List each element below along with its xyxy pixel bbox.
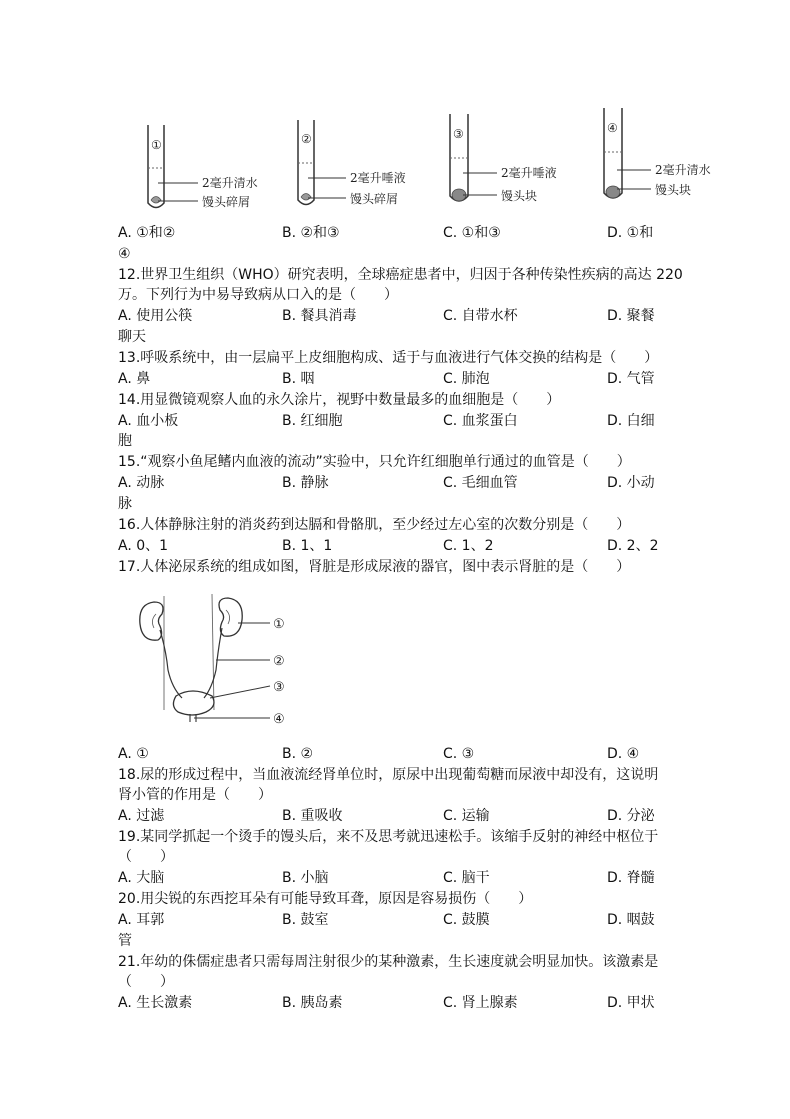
left-ureter: [160, 630, 182, 698]
q15-option-a: A. 动脉: [118, 475, 165, 491]
q15-option-c: C. 毛细血管: [443, 475, 518, 491]
tube-3-label-block: 馒头块: [501, 189, 538, 203]
test-tube-1: [148, 125, 258, 209]
q17-option-c: C. ③: [443, 746, 475, 762]
q13-option-b: B. 咽: [282, 371, 315, 387]
q14-option-b: B. 红细胞: [282, 413, 343, 429]
tube-2-label-crumbs: 馒头碎屑: [350, 192, 399, 206]
q16-option-d: D. 2、2: [607, 538, 659, 554]
q18-text-line1: 18.尿的形成过程中，当血液流经肾单位时，原尿中出现葡萄糖而尿液中却没有，这说明: [118, 767, 659, 783]
right-kidney: [219, 598, 242, 636]
tube-2-label-saliva: 2毫升唾液: [350, 171, 406, 185]
q19-option-b: B. 小脑: [282, 870, 329, 886]
q12-option-b: B. 餐具消毒: [282, 308, 357, 324]
q21-option-b: B. 胰岛素: [282, 995, 343, 1011]
q19-option-c: C. 脑干: [443, 870, 490, 886]
test-tube-figure: [0, 0, 790, 230]
q17-option-a: A. ①: [118, 746, 149, 762]
tube-1-number: ①: [151, 138, 162, 152]
q20-option-d: D. 咽鼓: [607, 912, 655, 928]
q19-text-line2: （ ）: [118, 849, 174, 865]
marker-4: ④: [273, 712, 285, 727]
test-tube-4: [604, 108, 711, 198]
q15-option-b: B. 静脉: [282, 475, 329, 491]
tube-4-label-water: 2毫升清水: [655, 163, 711, 177]
q20-text-line1: 20.用尖锐的东西挖耳朵有可能导致耳聋，原因是容易损伤（ ）: [118, 891, 533, 907]
tube-3-label-saliva: 2毫升唾液: [501, 166, 557, 180]
q11-option-b: B. ②和③: [282, 225, 340, 241]
tube-4-label-block: 馒头块: [655, 183, 692, 197]
q13-text-line1: 13.呼吸系统中，由一层扁平上皮细胞构成、适于与血液进行气体交换的结构是（ ）: [118, 350, 659, 366]
q18-option-d: D. 分泌: [607, 808, 655, 824]
marker-3: ③: [273, 680, 285, 695]
q21-text-line1: 21.年幼的侏儒症患者只需每周注射很少的某种激素，生长速度就会明显加快。该激素是: [118, 954, 659, 970]
q19-option-d: D. 脊髓: [607, 870, 655, 886]
q11-option-c: C. ①和③: [443, 225, 501, 241]
q13-option-a: A. 鼻: [118, 371, 151, 387]
q21-option-d: D. 甲状: [607, 995, 655, 1011]
q16-text-line1: 16.人体静脉注射的消炎药到达膈和骨骼肌，至少经过左心室的次数分别是（ ）: [118, 517, 631, 533]
q14-option-c: C. 血浆蛋白: [443, 413, 518, 429]
tube-4-number: ④: [607, 121, 618, 135]
q16-option-a: A. 0、1: [118, 538, 169, 554]
tube-2-number: ②: [301, 132, 312, 146]
q14-option-d: D. 白细: [607, 413, 655, 429]
q13-option-d: D. 气管: [607, 371, 655, 387]
q11-option-d: D. ①和: [607, 225, 654, 241]
q12-option-c: C. 自带水杯: [443, 308, 518, 324]
left-kidney: [140, 602, 163, 640]
q19-option-a: A. 大脑: [118, 870, 165, 886]
tube-3-number: ③: [453, 127, 464, 141]
q12-option-d: D. 聚餐: [607, 308, 655, 324]
q11-option-d-wrap: ④: [118, 246, 131, 262]
q16-option-b: B. 1、1: [282, 538, 333, 554]
q17-option-b: B. ②: [282, 746, 314, 762]
marker-2: ②: [273, 654, 285, 669]
q18-option-c: C. 运输: [443, 808, 490, 824]
q21-option-c: C. 肾上腺素: [443, 995, 518, 1011]
bladder: [173, 691, 214, 715]
q15-option-d-wrap: 脉: [118, 496, 132, 512]
q15-text-line1: 15.“观察小鱼尾鳍内血液的流动”实验中，只允许红细胞单行通过的血管是（ ）: [118, 454, 631, 470]
q20-option-d-wrap: 管: [118, 933, 132, 949]
q16-option-c: C. 1、2: [443, 538, 494, 554]
q12-text-line1: 12.世界卫生组织（WHO）研究表明，全球癌症患者中，归因于各种传染性疾病的高达 220: [118, 267, 683, 283]
marker-1: ①: [273, 617, 285, 632]
q18-option-b: B. 重吸收: [282, 808, 343, 824]
urinary-system-figure: [120, 590, 440, 740]
q11-option-a: A. ①和②: [118, 225, 176, 241]
q17-option-d: D. ④: [607, 746, 640, 762]
q20-option-b: B. 鼓室: [282, 912, 329, 928]
q15-option-d: D. 小动: [607, 475, 655, 491]
q12-text-line2: 万。下列行为中易导致病从口入的是（ ）: [118, 287, 398, 303]
q17-text-line1: 17.人体泌尿系统的组成如图，肾脏是形成尿液的器官，图中表示肾脏的是（ ）: [118, 559, 631, 575]
q12-option-d-wrap: 聊天: [118, 329, 146, 345]
q20-option-a: A. 耳郭: [118, 912, 165, 928]
tube-1-label-crumbs: 馒头碎屑: [202, 195, 251, 209]
q21-text-line2: （ ）: [118, 974, 174, 990]
q14-option-d-wrap: 胞: [118, 433, 132, 449]
tube-1-label-water: 2毫升清水: [202, 176, 258, 190]
q18-option-a: A. 过滤: [118, 808, 165, 824]
q20-option-c: C. 鼓膜: [443, 912, 490, 928]
q14-text-line1: 14.用显微镜观察人血的永久涂片，视野中数量最多的血细胞是（ ）: [118, 392, 561, 408]
q21-option-a: A. 生长激素: [118, 995, 193, 1011]
q14-option-a: A. 血小板: [118, 413, 179, 429]
q18-text-line2: 肾小管的作用是（ ）: [118, 787, 272, 803]
test-tube-3: [450, 114, 557, 203]
q19-text-line1: 19.某同学抓起一个烫手的馒头后，来不及思考就迅速松手。该缩手反射的神经中枢位于: [118, 829, 659, 845]
q12-option-a: A. 使用公筷: [118, 308, 193, 324]
q13-option-c: C. 肺泡: [443, 371, 490, 387]
test-tube-2: [298, 120, 406, 206]
